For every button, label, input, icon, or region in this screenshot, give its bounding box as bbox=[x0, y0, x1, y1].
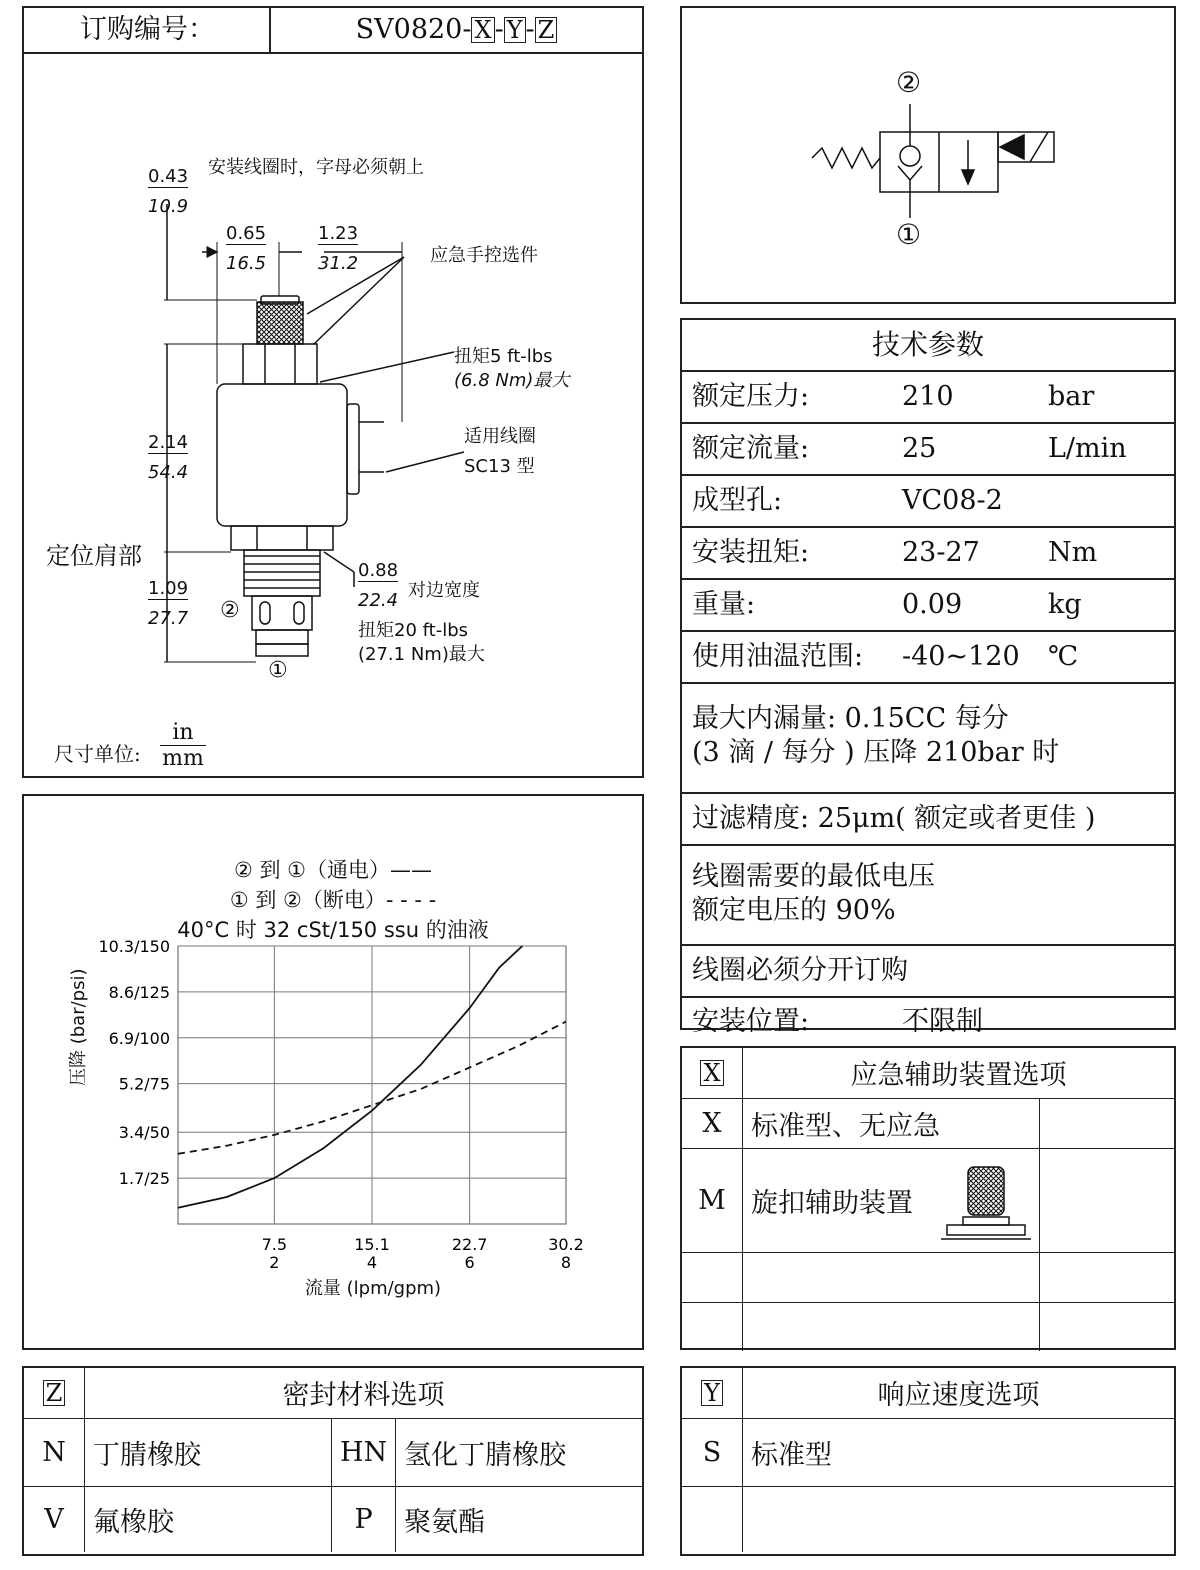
z-option-desc: 丁腈橡胶 bbox=[85, 1418, 332, 1486]
chart-panel bbox=[22, 794, 644, 1350]
symbol-panel bbox=[680, 6, 1176, 304]
dim-109-mm: 27.7 bbox=[148, 608, 189, 629]
chart-plot bbox=[24, 796, 642, 1348]
unit-in: in bbox=[160, 720, 206, 746]
tech-row-value: VC08-2 bbox=[902, 485, 1003, 516]
chart-xlabel: 流量 (lpm/gpm) bbox=[304, 1278, 442, 1299]
knob-icon bbox=[941, 1161, 1031, 1245]
x-tick-label-gpm: 4 bbox=[366, 1253, 378, 1272]
dim-043-in: 0.43 bbox=[148, 166, 189, 187]
tech-row-label: 成型孔: bbox=[692, 485, 783, 516]
drawing-panel bbox=[22, 6, 644, 778]
unit-label: 尺寸单位: bbox=[54, 742, 141, 766]
tech-row-unit: bar bbox=[1048, 381, 1095, 412]
tech-rows bbox=[682, 372, 1174, 684]
symbol-port-1: ① bbox=[896, 218, 922, 251]
y-tick-label: 10.3/150 bbox=[98, 937, 170, 956]
x-option-code: M bbox=[682, 1148, 743, 1252]
y-options-panel bbox=[680, 1366, 1176, 1556]
z-option-desc: 氢化丁腈橡胶 bbox=[396, 1418, 642, 1486]
x-tick-label-gpm: 2 bbox=[269, 1253, 280, 1272]
z-option-code: P bbox=[332, 1486, 396, 1552]
tech-row-label: 使用油温范围: bbox=[692, 641, 864, 672]
tech-row bbox=[682, 632, 1174, 684]
z-option-desc: 聚氨酯 bbox=[396, 1486, 642, 1552]
label-manual-option: 应急手控选件 bbox=[430, 245, 538, 266]
z-option-code: HN bbox=[332, 1418, 396, 1486]
tech-row bbox=[682, 476, 1174, 528]
tech-row-value: 210 bbox=[902, 381, 954, 412]
y-tick-label: 1.7/25 bbox=[118, 1169, 170, 1189]
tech-row-value: 23-27 bbox=[902, 537, 980, 568]
tech-row bbox=[682, 424, 1174, 476]
label-torque-body: 扭矩20 ft-lbs bbox=[358, 620, 469, 641]
x-options-title: 应急辅助装置选项 bbox=[743, 1048, 1175, 1098]
y-tick-label: 5.2/75 bbox=[118, 1074, 170, 1094]
order-z-box: Z bbox=[535, 17, 558, 43]
x-options-key: X bbox=[700, 1060, 723, 1086]
label-across-flats: 对边宽度 bbox=[408, 580, 480, 601]
tech-row-value: 25 bbox=[902, 433, 937, 464]
tech-row bbox=[682, 372, 1174, 424]
order-y-box: Y bbox=[504, 17, 526, 43]
x-option-desc: 旋扣辅助装置 bbox=[751, 1187, 913, 1219]
y-tick-label: 6.9/100 bbox=[108, 1028, 170, 1048]
z-options-title: 密封材料选项 bbox=[85, 1368, 643, 1418]
tech-filter: 过滤精度: 25μm( 额定或者更佳 ) bbox=[682, 794, 1174, 846]
chart-legend-energized: ② 到 ①（通电）—— bbox=[233, 858, 432, 882]
tech-row bbox=[682, 528, 1174, 580]
z-option-code: N bbox=[24, 1418, 85, 1486]
y-option-desc: 标准型 bbox=[743, 1418, 1175, 1486]
z-options-key: Z bbox=[43, 1380, 66, 1406]
tech-mount-value: 不限制 bbox=[902, 1006, 983, 1037]
dim-088-in: 0.88 bbox=[358, 560, 399, 581]
tech-coil-voltage-line2: 额定电压的 90% bbox=[692, 895, 896, 926]
tech-row-unit: L/min bbox=[1048, 433, 1127, 464]
z-options-panel bbox=[22, 1366, 644, 1556]
x-option-desc-cell bbox=[743, 1148, 1040, 1252]
chart-ylabel: 压降 (bar/psi) bbox=[68, 968, 89, 1086]
tech-leak bbox=[682, 684, 1174, 794]
dim-043-mm: 10.9 bbox=[148, 196, 189, 217]
x-tick-label-lpm: 7.5 bbox=[261, 1235, 288, 1254]
z-option-code: V bbox=[24, 1486, 85, 1552]
tech-row-value: -40~120 bbox=[902, 641, 1020, 672]
hydraulic-symbol bbox=[682, 8, 1174, 302]
label-torque-body-nm: (27.1 Nm)最大 bbox=[358, 644, 485, 665]
dim-123-in: 1.23 bbox=[318, 223, 359, 244]
tech-mount-label: 安装位置: bbox=[692, 1006, 810, 1037]
order-x-box: X bbox=[471, 17, 494, 43]
order-header bbox=[24, 8, 642, 54]
y-option-code: S bbox=[682, 1418, 743, 1486]
dim-065-mm: 16.5 bbox=[226, 253, 267, 274]
y-tick-label: 8.6/125 bbox=[108, 982, 170, 1002]
tech-mount bbox=[682, 998, 1174, 1046]
label-torque-nut: 扭矩5 ft-lbs bbox=[454, 346, 553, 367]
tech-coil-voltage bbox=[682, 846, 1174, 946]
label-coil-model: SC13 型 bbox=[464, 456, 535, 477]
x-options-panel bbox=[680, 1046, 1176, 1350]
x-tick-label-gpm: 6 bbox=[464, 1253, 475, 1272]
tech-row-label: 额定压力: bbox=[692, 381, 810, 412]
drawing-port-1: ① bbox=[268, 658, 288, 683]
chart-legend-deenergized: ① 到 ②（断电）- - - - bbox=[229, 888, 437, 912]
symbol-port-2: ② bbox=[896, 66, 922, 99]
drawing-port-2: ② bbox=[220, 598, 240, 623]
tech-row bbox=[682, 580, 1174, 632]
tech-row-label: 额定流量: bbox=[692, 433, 810, 464]
label-locating-shoulder: 定位肩部 bbox=[46, 542, 142, 570]
tech-row-unit: Nm bbox=[1048, 537, 1098, 568]
tech-coil-order: 线圈必须分开订购 bbox=[682, 946, 1174, 998]
y-options-title: 响应速度选项 bbox=[743, 1368, 1175, 1418]
tech-row-unit: kg bbox=[1048, 589, 1082, 620]
tech-row-value: 0.09 bbox=[902, 589, 963, 620]
x-tick-label-lpm: 22.7 bbox=[451, 1235, 488, 1254]
tech-leak-line1: 最大内漏量: 0.15CC 每分 bbox=[692, 703, 1009, 734]
series-line-energized bbox=[178, 946, 522, 1208]
label-torque-nut-nm: (6.8 Nm)最大 bbox=[454, 370, 570, 391]
dim-109-in: 1.09 bbox=[148, 578, 189, 599]
y-options-key: Y bbox=[701, 1380, 723, 1406]
x-tick-label-gpm: 8 bbox=[560, 1253, 572, 1272]
x-tick-label-lpm: 30.2 bbox=[548, 1235, 584, 1254]
order-code: SV0820- X - Y - Z bbox=[271, 8, 642, 52]
tech-params-panel bbox=[680, 318, 1176, 1037]
order-label: 订购编号： bbox=[24, 8, 271, 52]
x-option-desc: 标准型、无应急 bbox=[743, 1098, 1040, 1148]
x-option-code: X bbox=[682, 1098, 743, 1148]
dim-065-in: 0.65 bbox=[226, 223, 267, 244]
tech-row-label: 安装扭矩: bbox=[692, 537, 810, 568]
dim-214-mm: 54.4 bbox=[148, 462, 189, 483]
tech-row-unit: ℃ bbox=[1048, 641, 1079, 672]
dim-088-mm: 22.4 bbox=[358, 590, 399, 611]
tech-title: 技术参数 bbox=[682, 320, 1174, 372]
chart-subtitle: 40°C 时 32 cSt/150 ssu 的油液 bbox=[177, 918, 489, 942]
tech-coil-voltage-line1: 线圈需要的最低电压 bbox=[692, 861, 935, 892]
dim-214-in: 2.14 bbox=[148, 432, 189, 453]
x-tick-label-lpm: 15.1 bbox=[354, 1235, 390, 1254]
label-coil: 适用线圈 bbox=[464, 426, 536, 447]
unit-mm: mm bbox=[162, 746, 204, 771]
note-coil-letters: 安装线圈时，字母必须朝上 bbox=[208, 157, 424, 178]
tech-leak-line2: (3 滴 / 每分 ) 压降 210bar 时 bbox=[692, 737, 1060, 768]
y-tick-label: 3.4/50 bbox=[118, 1123, 170, 1143]
z-option-desc: 氟橡胶 bbox=[85, 1486, 332, 1552]
dim-123-mm: 31.2 bbox=[318, 253, 359, 274]
tech-row-label: 重量: bbox=[692, 589, 756, 620]
